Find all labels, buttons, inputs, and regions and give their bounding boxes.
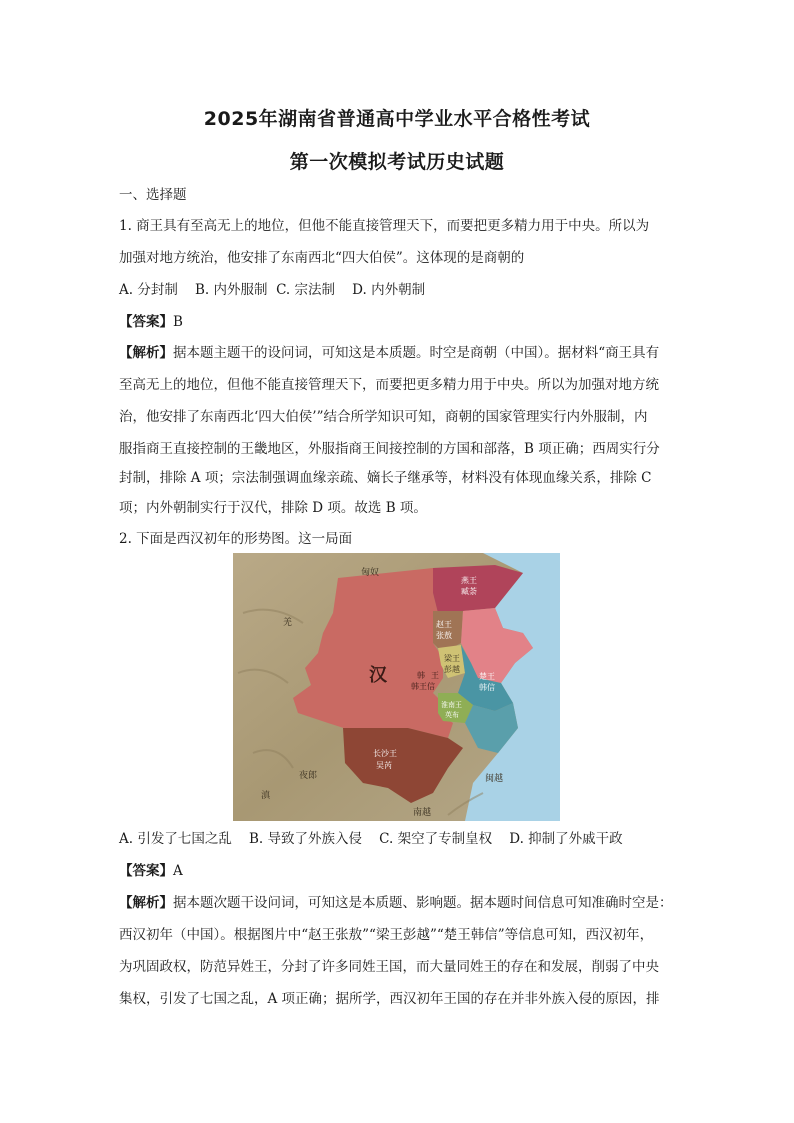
map-label-changsha: 长沙王 — [373, 749, 397, 758]
exam-subtitle: 第一次模拟考试历史试题 — [289, 151, 505, 173]
western-han-map — [233, 553, 560, 821]
q1-analysis-line-2: 至高无上的地位，但他不能直接管理天下，而要把更多精力用于中央。所以为加强对地方统 — [119, 377, 659, 393]
q2-stem: 2. 下面是西汉初年的形势图。这一局面 — [119, 531, 353, 547]
map-label-qiang: 羌 — [283, 618, 293, 628]
map-label-zhao: 赵王 — [436, 620, 452, 629]
map-label-yan-name: 臧荼 — [461, 587, 477, 596]
q1-analysis-line-5: 封制，排除 A 项；宗法制强调血缘亲疏、嫡长子继承等，材料没有体现血缘关系，排除 C — [119, 470, 652, 486]
answer-tag: 【答案】 — [119, 314, 173, 330]
analysis-tag: 【解析】 — [119, 895, 173, 911]
map-label-chu-name: 韩信 — [479, 683, 495, 692]
map-label-minyue: 闽越 — [485, 774, 504, 784]
q1-options: A. 分封制 B. 内外服制 C. 宗法制 D. 内外朝制 — [119, 282, 426, 298]
map-label-dian: 滇 — [261, 791, 271, 801]
map-label-xiongnu: 匈奴 — [361, 568, 380, 578]
q1-stem-line-1: 1. 商王具有至高无上的地位，但他不能直接管理天下，而要把更多精力用于中央。所以为 — [119, 218, 650, 234]
exam-title: 2025年湖南省普通高中学业水平合格性考试 — [203, 108, 591, 130]
q2-options: A. 引发了七国之乱 B. 导致了外族入侵 C. 架空了专制皇权 D. 抑制了外戚干政 — [119, 831, 623, 847]
q2-answer — [119, 861, 679, 881]
q1-analysis-line-3: 治，他安排了东南西北‘四大伯侯’”结合所学知识可知，商朝的国家管理实行内外服制，内 — [119, 409, 648, 425]
map-label-huainan-name: 英布 — [445, 711, 459, 719]
analysis-text: 据本题次题干设问词，可知这是本质题、影响题。据本题时间信息可知准确时空是： — [173, 895, 673, 911]
analysis-text: 据本题主题干的设问词，可知这是本质题。时空是商朝（中国）。据材料“商王具有 — [173, 345, 660, 361]
section-heading: 一、选择题 — [119, 187, 187, 203]
q1-analysis-line-6: 项；内外朝制实行于汉代，排除 D 项。故选 B 项。 — [119, 500, 427, 516]
map-label-hann-sub: 王 — [431, 671, 439, 680]
map-label-han: 汉 — [369, 665, 387, 686]
q1-analysis-line-4: 服指商王直接控制的王畿地区，外服指商王间接控制的方国和部落，B 项正确；西周实行分 — [119, 441, 660, 457]
map-label-hann-name: 韩王信 — [411, 682, 435, 691]
q2-analysis-line-1 — [119, 893, 679, 913]
q2-analysis-line-3: 为巩固政权，防范异姓王，分封了许多同姓王国，而大量同姓王的存在和发展，削弱了中央 — [119, 959, 659, 975]
map-label-liang: 梁王 — [444, 654, 460, 663]
map-label-yelang: 夜郎 — [299, 771, 318, 781]
q1-stem-line-2: 加强对地方统治，他安排了东南西北“四大伯侯”。这体现的是商朝的 — [119, 250, 525, 266]
answer-value: B — [173, 314, 183, 330]
map-label-zhao-name: 张敖 — [436, 631, 452, 640]
map-label-chu: 楚王 — [479, 672, 495, 681]
map-label-yan: 燕王 — [461, 576, 477, 585]
map-label-hann: 韩 — [417, 671, 425, 680]
analysis-tag: 【解析】 — [119, 345, 173, 361]
map-label-huainan: 淮南王 — [441, 701, 462, 709]
answer-value: A — [173, 863, 183, 879]
q1-analysis-line-1 — [119, 343, 679, 363]
map-label-liang-name: 彭越 — [444, 665, 460, 674]
q2-analysis-line-2: 西汉初年（中国）。根据图片中“赵王张敖”“梁王彭越”“楚王韩信”等信息可知，西汉初年， — [119, 927, 654, 943]
q2-analysis-line-4: 集权，引发了七国之乱，A 项正确；据所学，西汉初年王国的存在并非外族入侵的原因，排 — [119, 991, 660, 1007]
q1-answer — [119, 312, 679, 332]
answer-tag: 【答案】 — [119, 863, 173, 879]
map-label-nanyue: 南越 — [413, 808, 432, 818]
map-label-changsha-name: 吴芮 — [376, 761, 392, 770]
